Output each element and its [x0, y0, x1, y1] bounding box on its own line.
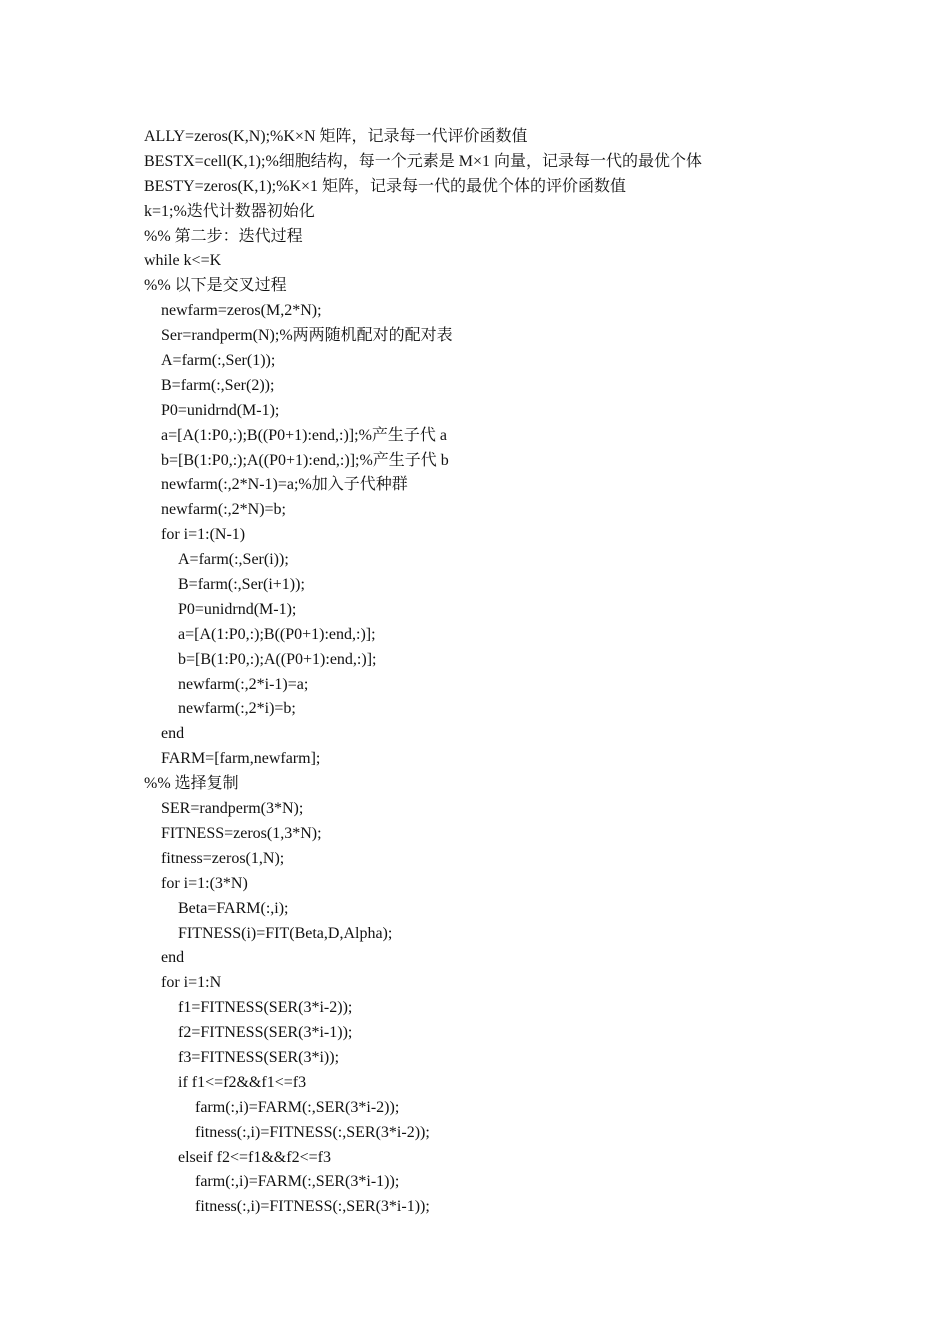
code-line: b=[B(1:P0,:);A((P0+1):end,:)];%产生子代 b — [161, 451, 449, 469]
code-line: elseif f2<=f1&&f2<=f3 — [178, 1148, 331, 1166]
code-line: B=farm(:,Ser(2)); — [161, 376, 275, 394]
code-line: fitness=zeros(1,N); — [161, 849, 285, 867]
code-line: a=[A(1:P0,:);B((P0+1):end,:)]; — [178, 625, 376, 643]
code-line: k=1;%迭代计数器初始化 — [144, 202, 315, 220]
code-line: newfarm(:,2*N-1)=a;%加入子代种群 — [161, 476, 408, 494]
code-line: ALLY=zeros(K,N);%K×N 矩阵，记录每一代评价函数值 — [144, 128, 528, 145]
code-line: if f1<=f2&&f1<=f3 — [178, 1073, 307, 1091]
code-block — [144, 125, 924, 1220]
code-line: farm(:,i)=FARM(:,SER(3*i-1)); — [195, 1173, 400, 1191]
code-line: B=farm(:,Ser(i+1)); — [178, 576, 305, 594]
code-line: A=farm(:,Ser(1)); — [161, 352, 276, 370]
code-line: f1=FITNESS(SER(3*i-2)); — [178, 999, 353, 1017]
code-line: for i=1:N — [161, 974, 222, 992]
code-line: Ser=randperm(N);%两两随机配对的配对表 — [161, 327, 453, 345]
code-line: P0=unidrnd(M-1); — [178, 600, 297, 618]
code-line: newfarm(:,2*N)=b; — [161, 501, 286, 519]
code-line: for i=1:(N-1) — [161, 526, 246, 544]
code-line: %% 以下是交叉过程 — [144, 277, 287, 295]
code-line: a=[A(1:P0,:);B((P0+1):end,:)];%产生子代 a — [161, 426, 448, 444]
code-line: newfarm(:,2*i)=b; — [178, 700, 296, 718]
code-line: A=farm(:,Ser(i)); — [178, 551, 289, 569]
code-line: f3=FITNESS(SER(3*i)); — [178, 1048, 340, 1066]
code-line: b=[B(1:P0,:);A((P0+1):end,:)]; — [178, 650, 377, 668]
code-line: end — [161, 949, 185, 967]
code-line: newfarm(:,2*i-1)=a; — [178, 675, 309, 693]
code-line: SER=randperm(3*N); — [161, 800, 304, 818]
code-line: Beta=FARM(:,i); — [178, 899, 289, 917]
code-line: BESTX=cell(K,1);%细胞结构，每一个元素是 M×1 向量，记录每一代的最优个体 — [144, 152, 703, 170]
code-line: farm(:,i)=FARM(:,SER(3*i-2)); — [195, 1098, 400, 1116]
code-line: %% 第二步：迭代过程 — [144, 227, 303, 245]
code-line: FITNESS=zeros(1,3*N); — [161, 824, 322, 842]
code-line: f2=FITNESS(SER(3*i-1)); — [178, 1024, 353, 1042]
code-line: fitness(:,i)=FITNESS(:,SER(3*i-1)); — [195, 1198, 430, 1216]
code-line: FITNESS(i)=FIT(Beta,D,Alpha); — [178, 924, 393, 942]
code-line: FARM=[farm,newfarm]; — [161, 750, 321, 768]
code-line: fitness(:,i)=FITNESS(:,SER(3*i-2)); — [195, 1123, 430, 1141]
code-line: end — [161, 725, 185, 743]
code-line: while k<=K — [144, 252, 222, 270]
code-line: for i=1:(3*N) — [161, 874, 248, 892]
code-line: newfarm=zeros(M,2*N); — [161, 302, 322, 320]
code-line: %% 选择复制 — [144, 775, 239, 793]
code-line: P0=unidrnd(M-1); — [161, 401, 280, 419]
code-line: BESTY=zeros(K,1);%K×1 矩阵，记录每一代的最优个体的评价函数值 — [144, 177, 627, 195]
